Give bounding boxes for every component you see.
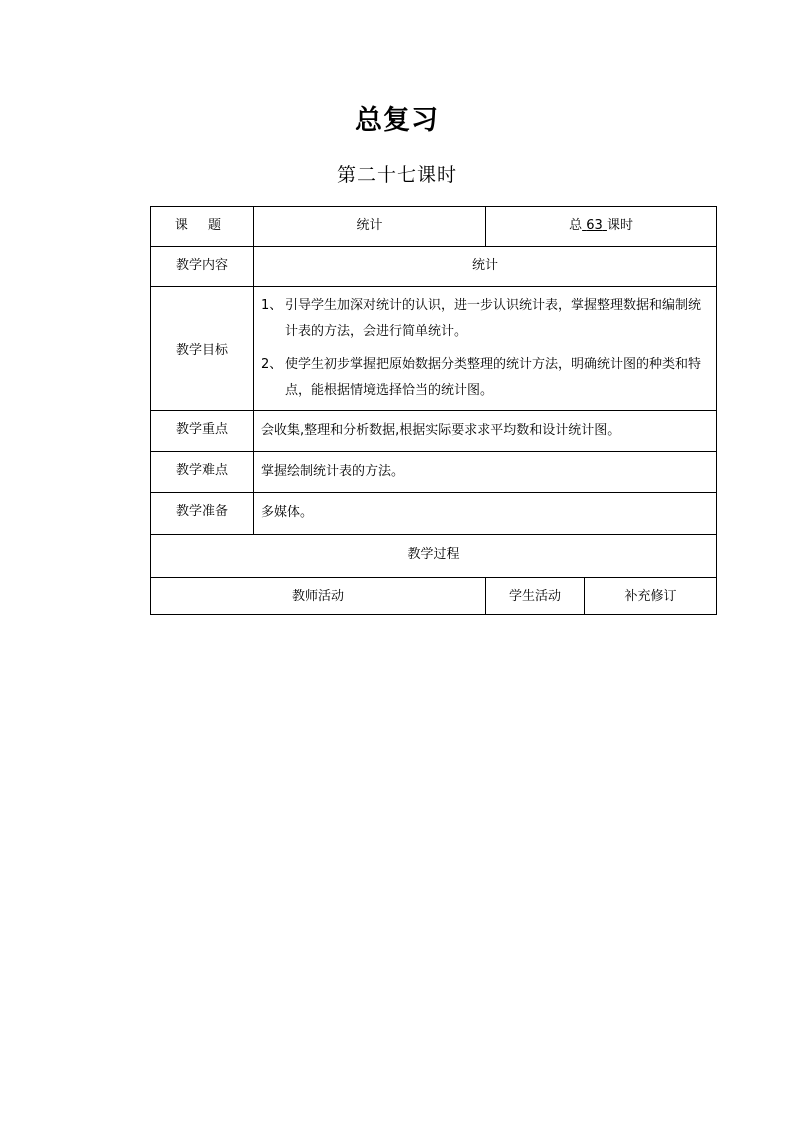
total-suffix: 课时 [606, 218, 633, 233]
goal-item [261, 352, 708, 404]
total-lessons-cell [486, 207, 717, 247]
total-number: 63 [586, 218, 603, 233]
preparation-value: 多媒体。 [254, 493, 717, 535]
goal-number: 1、 [261, 298, 283, 313]
goal-text: 引导学生加深对统计的认识，进一步认识统计表，掌握整理数据和编制统计表的方法，会进行简单统计。 [285, 298, 702, 339]
topic-row [151, 207, 717, 247]
student-activity-label: 学生活动 [486, 578, 585, 615]
goals-cell [254, 287, 717, 411]
goals-row [151, 287, 717, 411]
preparation-row [151, 493, 717, 535]
topic-label: 课 题 [174, 218, 230, 233]
difficulty-value: 掌握绘制统计表的方法。 [254, 452, 717, 493]
process-label: 教学过程 [151, 535, 717, 578]
content-row [151, 247, 717, 287]
preparation-label: 教学准备 [151, 493, 254, 535]
difficulty-label: 教学难点 [151, 452, 254, 493]
page-title: 总复习 [355, 105, 439, 136]
supplement-label: 补充修订 [585, 578, 717, 615]
key-points-label: 教学重点 [151, 411, 254, 452]
goals-label: 教学目标 [151, 287, 254, 411]
topic-label-cell [151, 207, 254, 247]
key-points-value: 会收集,整理和分析数据,根据实际要求求平均数和设计统计图。 [254, 411, 717, 452]
content-label: 教学内容 [151, 247, 254, 287]
lesson-number: 第二十七课时 [336, 164, 457, 186]
goal-text: 使学生初步掌握把原始数据分类整理的统计方法，明确统计图的种类和特点，能根据情境选择恰当的统计图。 [285, 357, 702, 398]
activity-header-row [151, 578, 717, 615]
lesson-plan-table [150, 206, 717, 615]
teacher-activity-label: 教师活动 [151, 578, 486, 615]
key-points-row [151, 411, 717, 452]
topic-value: 统计 [254, 207, 486, 247]
total-prefix: 总 [569, 218, 583, 233]
process-row [151, 535, 717, 578]
difficulty-row [151, 452, 717, 493]
goal-item [261, 293, 708, 345]
content-value: 统计 [254, 247, 717, 287]
goal-number: 2、 [261, 357, 283, 372]
